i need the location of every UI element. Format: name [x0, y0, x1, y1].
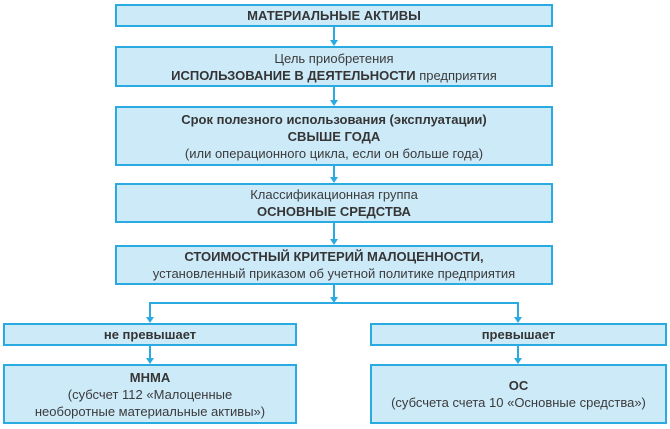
- node-material-assets-title-text: МАТЕРИАЛЬНЫЕ АКТИВЫ: [247, 8, 421, 23]
- node-purpose: [115, 46, 553, 87]
- node-result-os-subtitle: (субсчета счета 10 «Основные средства»): [391, 395, 646, 410]
- node-branch-not-exceeds: [3, 323, 297, 346]
- arrow-down-3: [333, 166, 335, 183]
- node-result-mnma: [3, 364, 297, 424]
- node-purpose-line1: Цель приобретения: [274, 50, 394, 66]
- node-material-assets: [115, 4, 553, 27]
- node-branch-not-exceeds-text: не превышает: [103, 327, 197, 342]
- node-result-mnma-title-text: МНМА: [129, 369, 171, 385]
- arrow-down-branch-right: [517, 303, 519, 323]
- node-useful-life: [115, 106, 553, 166]
- arrow-down-result-right: [517, 346, 519, 364]
- arrow-down-4: [333, 223, 335, 245]
- node-useful-life-line2-text: СВЫШЕ ГОДА: [287, 128, 381, 144]
- node-classification-line1: Классификационная группа: [250, 187, 418, 202]
- node-classification-line2-text: ОСНОВНЫЕ СРЕДСТВА: [257, 204, 411, 219]
- node-result-os: [370, 364, 667, 424]
- node-result-mnma-title: [130, 369, 170, 386]
- node-cost-criterion-line2: установленный приказом об учетной политике предприятия: [152, 266, 516, 281]
- node-purpose-emphasis: ИСПОЛЬЗОВАНИЕ В ДЕЯТЕЛЬНОСТИ: [171, 67, 416, 83]
- connector-line-horizontal: [149, 302, 519, 304]
- node-cost-criterion: [115, 245, 553, 285]
- node-useful-life-line1-text: Срок полезного использования (эксплуатации): [181, 111, 487, 127]
- node-branch-exceeds-text: превышает: [481, 327, 556, 342]
- node-branch-exceeds-label: [482, 326, 556, 343]
- node-branch-exceeds: [370, 323, 667, 346]
- node-purpose-suffix: предприятия: [415, 67, 497, 83]
- node-result-os-title-text: ОС: [508, 378, 529, 393]
- node-cost-criterion-line1: [184, 248, 483, 265]
- node-branch-not-exceeds-label: [104, 326, 196, 343]
- node-useful-life-line2: [288, 128, 381, 145]
- node-result-mnma-subtitle: (субсчет 112 «Малоценные необоротные материальные активы»): [34, 386, 266, 419]
- node-cost-criterion-line1-text: СТОИМОСТНЫЙ КРИТЕРИЙ МАЛОЦЕННОСТИ,: [184, 249, 484, 264]
- arrow-down-1: [333, 27, 335, 46]
- node-classification: [115, 183, 553, 223]
- node-useful-life-line3: (или операционного цикла, если он больше года): [184, 145, 484, 161]
- arrow-down-result-left: [149, 346, 151, 364]
- node-classification-line2: [257, 203, 411, 220]
- arrow-down-branch-left: [149, 303, 151, 323]
- arrow-down-split: [333, 285, 335, 303]
- arrow-down-2: [333, 87, 335, 106]
- node-material-assets-title: [247, 7, 421, 24]
- node-purpose-line2: [171, 67, 497, 84]
- node-useful-life-line1: [181, 111, 487, 128]
- node-result-os-title: [509, 377, 529, 394]
